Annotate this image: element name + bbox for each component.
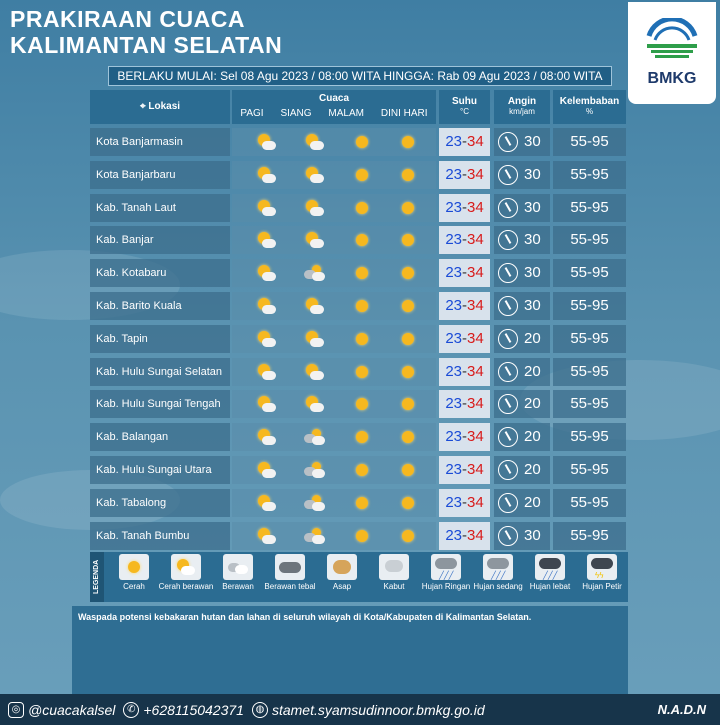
wind-speed: 20: [524, 329, 541, 347]
legend-label: Hujan lebat: [529, 582, 571, 591]
logo-text: BMKG: [647, 70, 697, 87]
bmkg-emblem-icon: [641, 18, 703, 68]
partly-cloudy-icon: [304, 199, 324, 217]
temp-min: 23: [445, 493, 462, 511]
sun-icon: [352, 264, 372, 282]
cell-lokasi: Kab. Kotabaru: [90, 259, 230, 287]
cell-lokasi: Kab. Tanah Bumbu: [90, 522, 230, 550]
partly-cloudy-icon: [256, 363, 276, 381]
cell-lokasi: Kota Banjarbaru: [90, 161, 230, 189]
cell-angin: [494, 325, 550, 353]
thunderstorm-icon: ϟϟ: [587, 554, 617, 580]
cell-suhu: 23-34: [439, 194, 490, 222]
header-kelembaban: Kelembaban %: [553, 90, 626, 124]
cell-kelembaban: 55-95: [553, 161, 626, 189]
partly-cloudy-icon: [304, 395, 324, 413]
warning-notice: Waspada potensi kebakaran hutan dan lahan di seluruh wilayah di Kota/Kabupaten di Kalimantan Selatan.: [72, 606, 628, 694]
table-row: [0, 489, 720, 517]
partly-cloudy-icon: [256, 527, 276, 545]
temp-min: 23: [445, 198, 462, 216]
sun-icon: [352, 395, 372, 413]
table-row: [0, 522, 720, 550]
sun-icon: [398, 264, 418, 282]
globe-icon: ◍: [252, 702, 268, 718]
partly-cloudy-icon: [256, 199, 276, 217]
temp-max: 34: [467, 329, 484, 347]
cell-suhu: 23-34: [439, 456, 490, 484]
header-lokasi: ⌖ Lokasi: [90, 90, 230, 124]
sun-icon: [398, 428, 418, 446]
compass-icon: [498, 263, 518, 283]
legend-item: [262, 554, 318, 591]
legend: [90, 552, 628, 602]
temp-min: 23: [445, 165, 462, 183]
table-row: [0, 390, 720, 418]
footer-instagram[interactable]: ◎ @cuacakalsel: [8, 702, 115, 718]
location-pin-icon: ⌖: [139, 101, 146, 112]
cell-kelembaban: 55-95: [553, 358, 626, 386]
cell-angin: [494, 358, 550, 386]
cell-angin: [494, 489, 550, 517]
legend-label: Hujan sedang: [473, 582, 523, 591]
legend-title: LEGENDA: [90, 552, 104, 602]
temp-min: 23: [445, 297, 462, 314]
cell-cuaca: [232, 194, 436, 222]
table-row: [0, 259, 720, 287]
sun-icon: [398, 231, 418, 249]
sun-icon: [398, 297, 418, 315]
cell-kelembaban: 55-95: [553, 128, 626, 156]
cell-cuaca: [232, 128, 436, 156]
sun-icon: [352, 494, 372, 512]
cell-angin: [494, 292, 550, 320]
compass-icon: [498, 493, 518, 513]
page-title: PRAKIRAAN CUACA KALIMANTAN SELATAN: [10, 6, 283, 58]
table-row: [0, 161, 720, 189]
temp-max: 34: [467, 165, 484, 183]
temp-min: 23: [445, 329, 462, 347]
sun-icon: [398, 330, 418, 348]
legend-label: Berawan: [222, 582, 254, 591]
cell-lokasi: Kota Banjarmasin: [90, 128, 230, 156]
heavy-rain-icon: ╱╱╱: [535, 554, 565, 580]
signature: N.A.D.N: [657, 702, 706, 717]
partly-cloudy-icon: [256, 264, 276, 282]
cell-kelembaban: 55-95: [553, 259, 626, 287]
cell-suhu: 23-34: [439, 226, 490, 254]
partly-cloudy-icon: [304, 330, 324, 348]
legend-item: [522, 554, 578, 591]
legend-item: [574, 554, 630, 591]
sun-icon: [352, 461, 372, 479]
smoke-icon: [327, 554, 357, 580]
compass-icon: [498, 329, 518, 349]
sun-icon: [352, 231, 372, 249]
cell-lokasi: Kab. Tapin: [90, 325, 230, 353]
overcast-icon: [275, 554, 305, 580]
cell-cuaca: [232, 390, 436, 418]
legend-item: [158, 554, 214, 591]
sun-icon: [352, 297, 372, 315]
header-cuaca: Cuaca PAGI SIANG MALAM DINI HARI: [232, 90, 436, 124]
table-row: [0, 456, 720, 484]
compass-icon: [498, 394, 518, 414]
sun-icon: [352, 330, 372, 348]
table-row: [0, 226, 720, 254]
cell-lokasi: Kab. Tabalong: [90, 489, 230, 517]
cell-kelembaban: 55-95: [553, 489, 626, 517]
legend-item: [470, 554, 526, 591]
temp-min: 23: [445, 526, 462, 544]
header-angin: Angin km/jam: [494, 90, 550, 124]
partly-cloudy-icon: [304, 231, 324, 249]
cell-kelembaban: 55-95: [553, 292, 626, 320]
cell-lokasi: Kab. Barito Kuala: [90, 292, 230, 320]
cell-suhu: 23-34: [439, 489, 490, 517]
wind-speed: 30: [524, 231, 541, 249]
cloudy-icon: [304, 527, 324, 545]
legend-label: Hujan Petir: [582, 582, 622, 591]
cell-angin: [494, 194, 550, 222]
sun-icon: [352, 133, 372, 151]
partly-cloudy-icon: [256, 395, 276, 413]
cell-kelembaban: 55-95: [553, 522, 626, 550]
cell-cuaca: [232, 456, 436, 484]
wind-speed: 30: [524, 526, 541, 544]
partly-cloudy-icon: [304, 166, 324, 184]
cell-kelembaban: 55-95: [553, 325, 626, 353]
wind-speed: 30: [524, 133, 541, 150]
partly-cloudy-icon: [256, 461, 276, 479]
sun-icon: [398, 461, 418, 479]
footer-website[interactable]: ◍ stamet.syamsudinnoor.bmkg.go.id: [252, 702, 485, 718]
cell-angin: [494, 161, 550, 189]
compass-icon: [498, 165, 518, 185]
sun-icon: [352, 527, 372, 545]
wind-speed: 20: [524, 461, 541, 478]
partly-cloudy-icon: [304, 297, 324, 315]
legend-item: [314, 554, 370, 591]
wind-speed: 30: [524, 198, 541, 216]
cell-kelembaban: 55-95: [553, 226, 626, 254]
cell-cuaca: [232, 161, 436, 189]
table-row: [0, 194, 720, 222]
cell-cuaca: [232, 259, 436, 287]
footer: [0, 694, 720, 725]
cell-cuaca: [232, 358, 436, 386]
temp-min: 23: [445, 428, 462, 446]
cloudy-icon: [223, 554, 253, 580]
sun-icon: [398, 133, 418, 151]
fog-icon: [379, 554, 409, 580]
cell-suhu: 23-34: [439, 423, 490, 451]
legend-item: [418, 554, 474, 591]
cell-lokasi: Kab. Hulu Sungai Selatan: [90, 358, 230, 386]
compass-icon: [498, 132, 518, 152]
header-malam: MALAM: [328, 108, 364, 119]
sun-icon: [119, 554, 149, 580]
cell-kelembaban: 55-95: [553, 194, 626, 222]
cell-angin: [494, 456, 550, 484]
cell-angin: [494, 522, 550, 550]
compass-icon: [498, 427, 518, 447]
compass-icon: [498, 362, 518, 382]
bmkg-logo: [628, 2, 716, 104]
temp-max: 34: [467, 461, 484, 478]
sun-icon: [398, 527, 418, 545]
cell-cuaca: [232, 325, 436, 353]
cloudy-icon: [304, 264, 324, 282]
cell-suhu: 23-34: [439, 522, 490, 550]
legend-label: Cerah berawan: [158, 582, 214, 591]
cell-lokasi: Kab. Hulu Sungai Tengah: [90, 390, 230, 418]
wind-speed: 30: [524, 264, 541, 282]
wind-speed: 30: [524, 165, 541, 183]
cell-suhu: 23-34: [439, 390, 490, 418]
cell-cuaca: [232, 522, 436, 550]
instagram-icon: ◎: [8, 702, 24, 718]
temp-max: 34: [467, 493, 484, 511]
partly-cloudy-icon: [304, 363, 324, 381]
compass-icon: [498, 198, 518, 218]
compass-icon: [498, 526, 518, 546]
temp-min: 23: [445, 461, 462, 478]
legend-label: Kabut: [383, 582, 405, 591]
cell-suhu: 23-34: [439, 325, 490, 353]
cell-lokasi: Kab. Banjar: [90, 226, 230, 254]
cell-cuaca: [232, 292, 436, 320]
table-row: [0, 292, 720, 320]
header-suhu: Suhu °C: [439, 90, 490, 124]
cell-angin: [494, 259, 550, 287]
cloudy-icon: [304, 428, 324, 446]
cell-kelembaban: 55-95: [553, 390, 626, 418]
cell-lokasi: Kab. Tanah Laut: [90, 194, 230, 222]
sun-icon: [398, 395, 418, 413]
cell-angin: [494, 226, 550, 254]
compass-icon: [498, 230, 518, 250]
cell-suhu: 23-34: [439, 358, 490, 386]
cell-suhu: 23-34: [439, 292, 490, 320]
cell-angin: [494, 390, 550, 418]
temp-min: 23: [445, 264, 462, 282]
cell-lokasi: Kab. Hulu Sungai Utara: [90, 456, 230, 484]
cell-angin: [494, 128, 550, 156]
legend-label: Berawan tebal: [264, 582, 316, 591]
footer-whatsapp[interactable]: ✆ +628115042371: [123, 702, 244, 718]
temp-max: 34: [467, 231, 484, 249]
partly-cloudy-icon: [256, 428, 276, 446]
partly-cloudy-icon: [256, 231, 276, 249]
sun-icon: [352, 199, 372, 217]
table-row: [0, 128, 720, 156]
header-pagi: PAGI: [240, 108, 264, 119]
temp-max: 34: [467, 297, 484, 314]
sun-icon: [398, 494, 418, 512]
temp-min: 23: [445, 133, 462, 150]
cell-suhu: 23-34: [439, 259, 490, 287]
cell-kelembaban: 55-95: [553, 423, 626, 451]
temp-min: 23: [445, 395, 462, 413]
partly-cloudy-icon: [256, 297, 276, 315]
cell-kelembaban: 55-95: [553, 456, 626, 484]
sun-icon: [352, 428, 372, 446]
wind-speed: 20: [524, 395, 541, 413]
legend-label: Hujan Ringan: [421, 582, 471, 591]
sun-icon: [398, 363, 418, 381]
compass-icon: [498, 460, 518, 480]
temp-max: 34: [467, 133, 484, 150]
sun-icon: [398, 166, 418, 184]
sun-icon: [352, 166, 372, 184]
temp-max: 34: [467, 526, 484, 544]
temp-max: 34: [467, 362, 484, 380]
temp-max: 34: [467, 198, 484, 216]
temp-max: 34: [467, 264, 484, 282]
partly-cloudy-icon: [256, 494, 276, 512]
temp-min: 23: [445, 231, 462, 249]
moderate-rain-icon: ╱╱╱: [483, 554, 513, 580]
partly-cloudy-icon: [171, 554, 201, 580]
partly-cloudy-icon: [256, 330, 276, 348]
cell-angin: [494, 423, 550, 451]
sun-icon: [352, 363, 372, 381]
cell-cuaca: [232, 226, 436, 254]
legend-label: Asap: [332, 582, 352, 591]
table-row: [0, 358, 720, 386]
table-row: [0, 325, 720, 353]
partly-cloudy-icon: [256, 133, 276, 151]
light-rain-icon: ╱╱╱: [431, 554, 461, 580]
wind-speed: 20: [524, 493, 541, 511]
cell-cuaca: [232, 489, 436, 517]
wind-speed: 30: [524, 297, 541, 314]
legend-item: [210, 554, 266, 591]
whatsapp-icon: ✆: [123, 702, 139, 718]
wind-speed: 20: [524, 428, 541, 446]
cloudy-icon: [304, 461, 324, 479]
temp-max: 34: [467, 395, 484, 413]
cell-lokasi: Kab. Balangan: [90, 423, 230, 451]
cloudy-icon: [304, 494, 324, 512]
cell-suhu: 23-34: [439, 128, 490, 156]
legend-item: [366, 554, 422, 591]
header-siang: SIANG: [280, 108, 312, 119]
legend-label: Cerah: [123, 582, 145, 591]
sun-icon: [398, 199, 418, 217]
table-row: [0, 423, 720, 451]
legend-item: [106, 554, 162, 591]
temp-min: 23: [445, 362, 462, 380]
partly-cloudy-icon: [256, 166, 276, 184]
wind-speed: 20: [524, 362, 541, 380]
partly-cloudy-icon: [304, 133, 324, 151]
cell-suhu: 23-34: [439, 161, 490, 189]
cell-cuaca: [232, 423, 436, 451]
temp-max: 34: [467, 428, 484, 446]
compass-icon: [498, 296, 518, 316]
header-dini-hari: DINI HARI: [380, 108, 428, 119]
validity-period: BERLAKU MULAI: Sel 08 Agu 2023 / 08:00 WITA HINGGA: Rab 09 Agu 2023 / 08:00 WITA: [108, 66, 612, 86]
